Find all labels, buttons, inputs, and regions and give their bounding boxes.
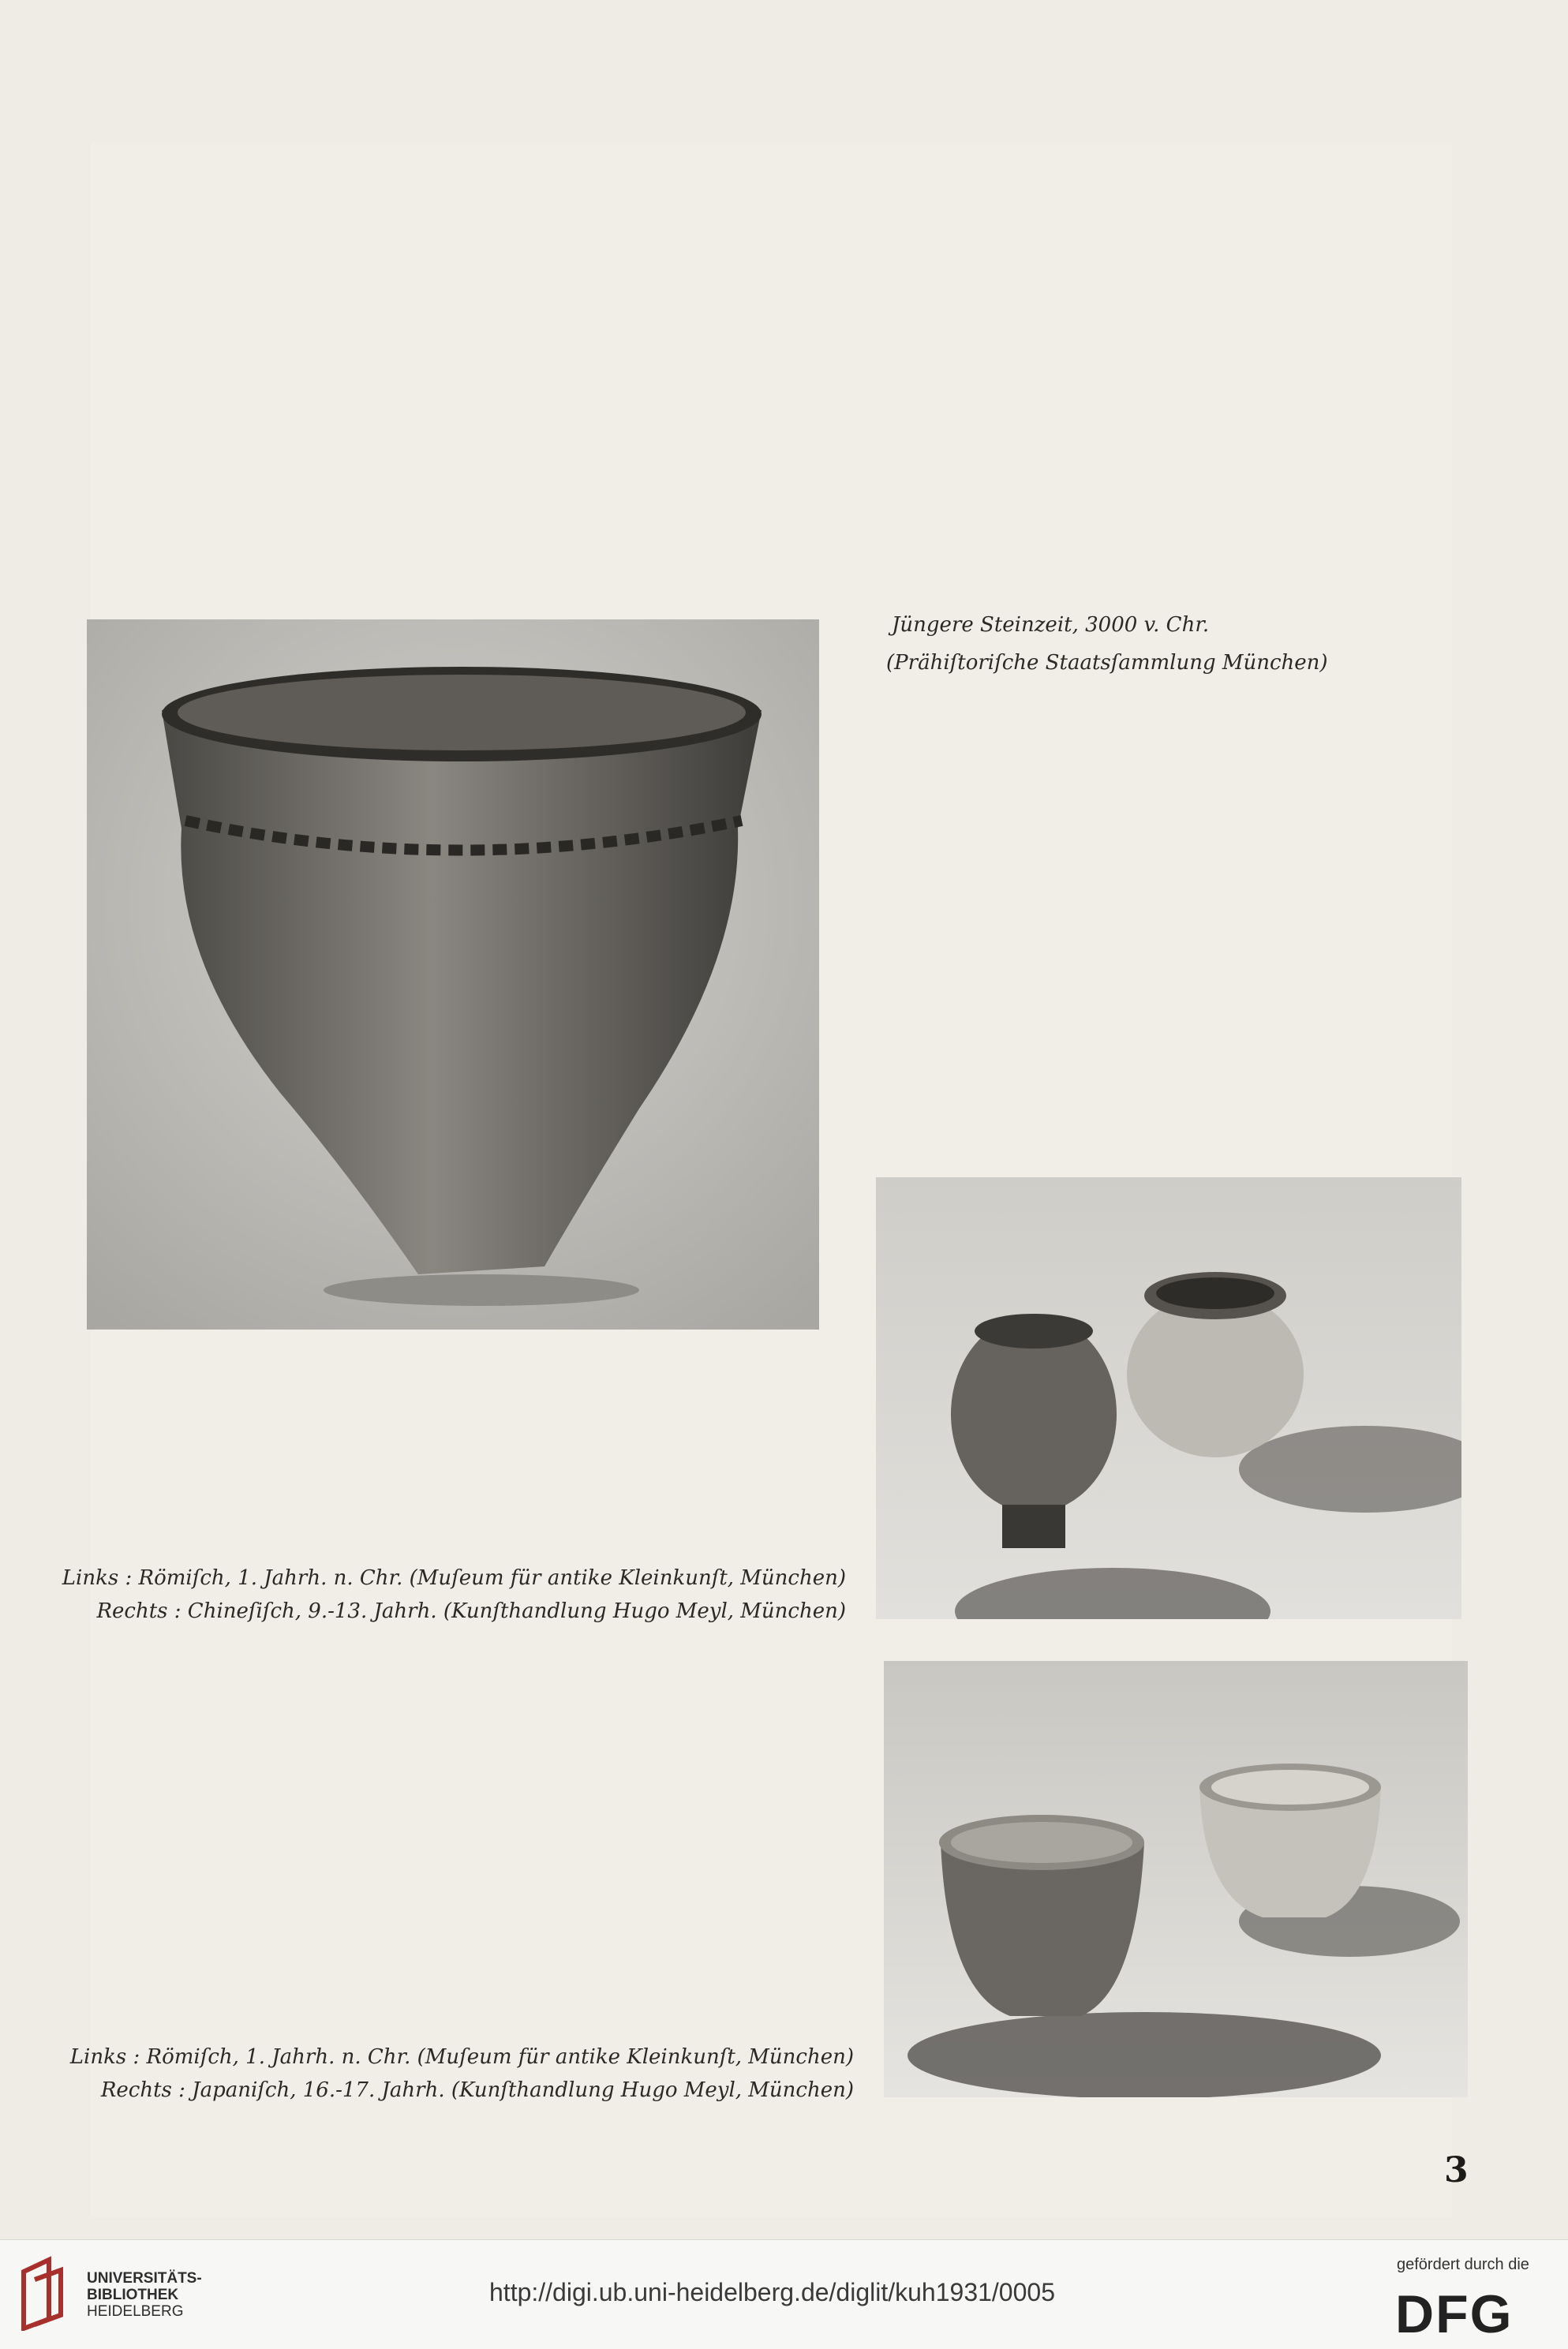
photo-two-bowls — [884, 1661, 1468, 2097]
page-number: 3 — [1444, 2150, 1469, 2190]
library-name[interactable] — [87, 2270, 202, 2320]
sponsor-label: gefördert durch die — [1397, 2256, 1529, 2273]
caption-bowls-line1: Links : Römiſch, 1. Jahrh. n. Chr. (Muſeum für antike Kleinkunſt, München) — [69, 2045, 854, 2069]
dfg-logo[interactable]: DFG — [1395, 2284, 1514, 2344]
library-name-line2: BIBLIOTHEK — [87, 2287, 179, 2303]
ub-heidelberg-logo-icon[interactable] — [17, 2256, 73, 2331]
photo-neolithic-pot — [87, 619, 819, 1330]
library-name-line1: UNIVERSITÄTS- — [87, 2270, 202, 2287]
footer-bar — [0, 2239, 1568, 2349]
photo-two-vessels — [876, 1177, 1461, 1619]
caption-pot-line1: Jüngere Steinzeit, 3000 v. Chr. — [892, 613, 1210, 637]
caption-vessels-line2: Rechts : Chineſiſch, 9.-13. Jahrh. (Kunſthandlung Hugo Meyl, München) — [96, 1599, 846, 1623]
library-name-line3: HEIDELBERG — [87, 2303, 184, 2320]
caption-pot-line2: (Prähiſtoriſche Staatsſammlung München) — [886, 651, 1328, 675]
caption-vessels-line1: Links : Römiſch, 1. Jahrh. n. Chr. (Muſeum für antike Kleinkunſt, München) — [62, 1566, 846, 1590]
document-url-link[interactable]: http://digi.ub.uni-heidelberg.de/diglit/kuh1931/0005 — [489, 2278, 1055, 2306]
caption-bowls-line2: Rechts : Japaniſch, 16.-17. Jahrh. (Kunſthandlung Hugo Meyl, München) — [100, 2078, 854, 2102]
